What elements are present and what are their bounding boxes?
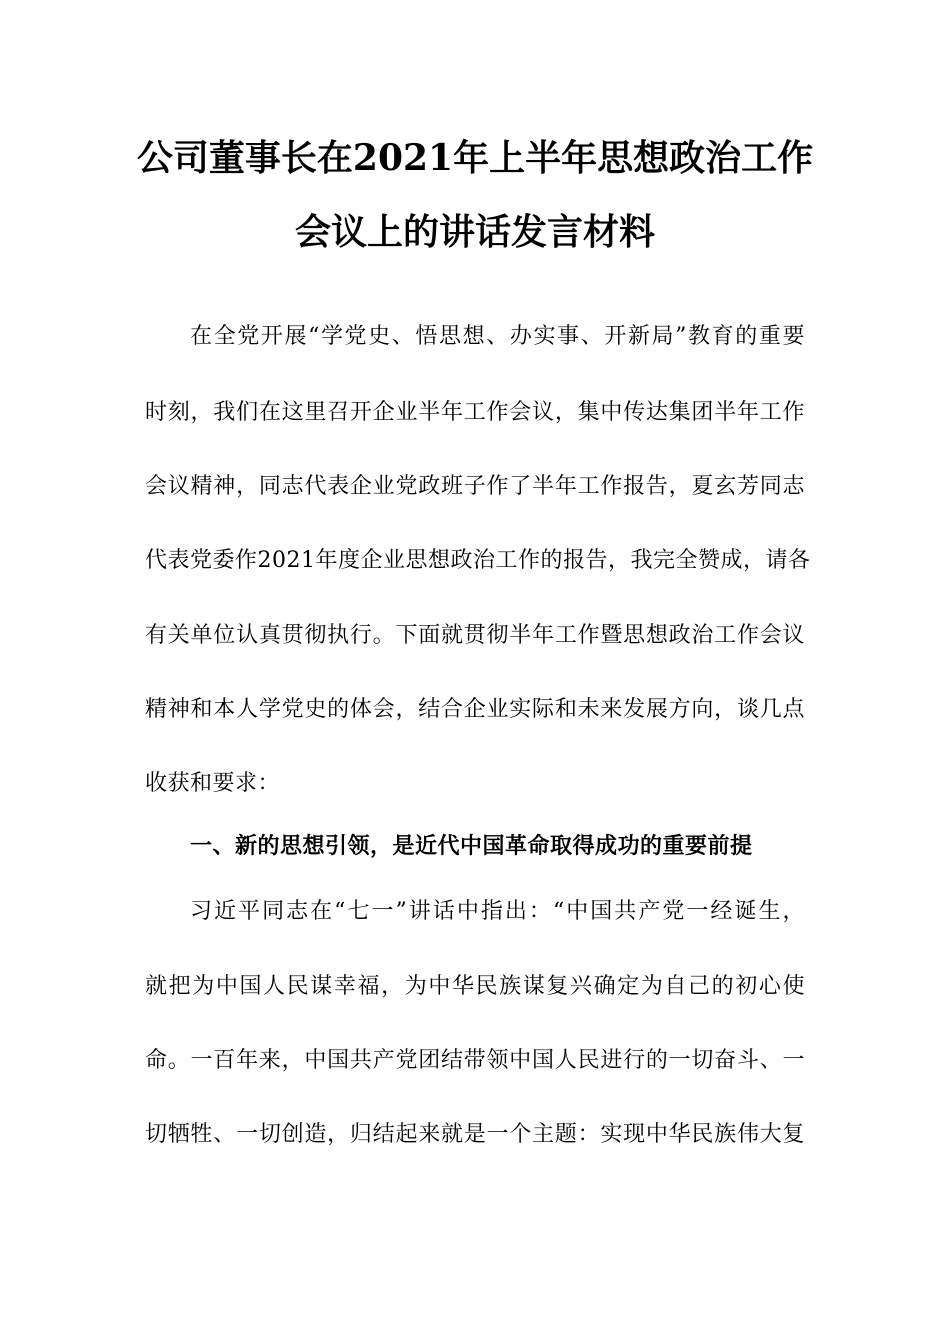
paragraph-1-line: 精神和本人学党史的体会，结合企业实际和未来发展方向，谈几点 — [145, 697, 805, 722]
document-title-line-2: 会议上的讲话发言材料 — [294, 211, 655, 253]
paragraph-2-line: 习近平同志在“七一”讲话中指出：“中国共产党一经诞生， — [190, 899, 805, 924]
paragraph-1-line: 时刻，我们在这里召开企业半年工作会议，集中传达集团半年工作 — [145, 400, 805, 425]
paragraph-2-line: 命。一百年来，中国共产党团结带领中国人民进行的一切奋斗、一 — [145, 1048, 805, 1073]
document-title-line-1: 公司董事长在2021年上半年思想政治工作 — [136, 137, 814, 179]
paragraph-1-line: 有关单位认真贯彻执行。下面就贯彻半年工作暨思想政治工作会议 — [145, 623, 805, 648]
paragraph-1-line: 收获和要求： — [145, 771, 281, 796]
section-1-heading: 一、新的思想引领，是近代中国革命取得成功的重要前提 — [190, 833, 753, 859]
paragraph-2-line: 就把为中国人民谋幸福，为中华民族谋复兴确定为自己的初心使 — [145, 974, 805, 999]
paragraph-1-line: 会议精神，同志代表企业党政班子作了半年工作报告，夏玄芳同志 — [145, 474, 805, 499]
paragraph-1-line: 在全党开展“学党史、悟思想、办实事、开新局”教育的重要 — [190, 324, 805, 349]
paragraph-2-line: 切牺牲、一切创造，归结起来就是一个主题：实现中华民族伟大复 — [145, 1122, 805, 1147]
paragraph-1-line: 代表党委作2021年度企业思想政治工作的报告，我完全赞成，请各 — [145, 548, 811, 573]
